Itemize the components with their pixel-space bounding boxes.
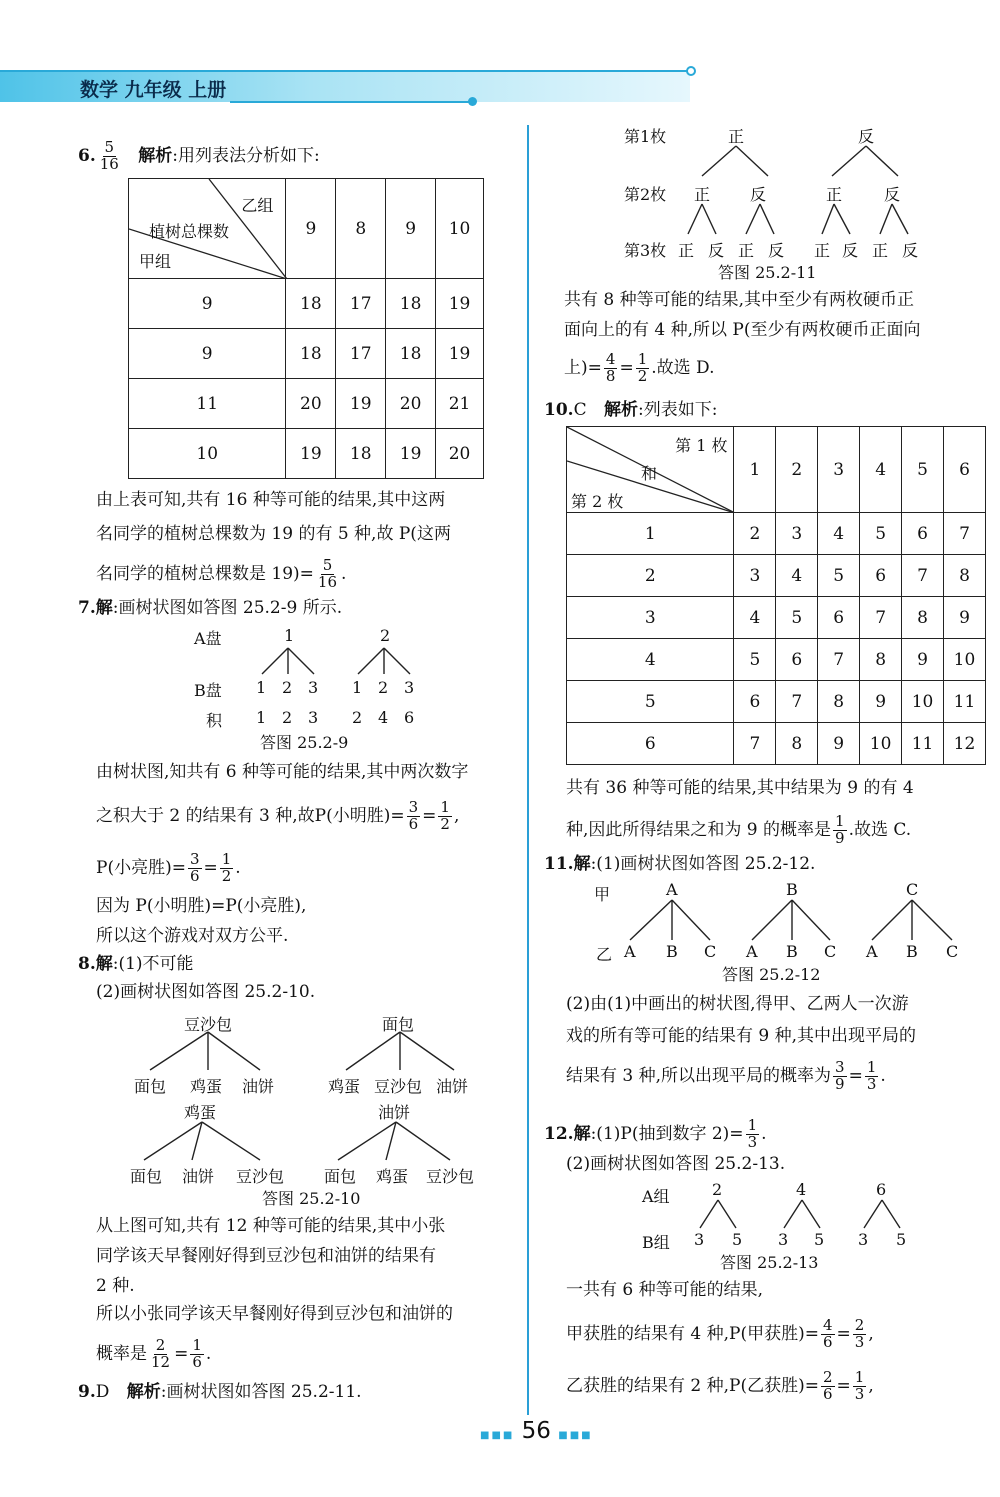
header-underline [230, 101, 470, 103]
tree-node: A [746, 942, 758, 961]
tree-node: 1 [352, 678, 363, 697]
tree-node: 1 [284, 626, 295, 645]
table-col-header: 4 [860, 427, 902, 513]
q9-heading: 9.D 解析:画树状图如答图 25.2-11. [78, 1382, 362, 1402]
table-col-header: 8 [336, 179, 386, 279]
tree-node: 反 [858, 127, 875, 146]
tree-node: 5 [732, 1230, 743, 1249]
q12-para-1: 一共有 6 种等可能的结果, [566, 1280, 764, 1300]
q8-para-3: 2 种. [96, 1276, 135, 1296]
q10-table [566, 426, 986, 765]
q7-tree-diagram [170, 622, 470, 752]
q7-para-1: 由树状图,知共有 6 种等可能的结果,其中两次数字 [96, 762, 469, 782]
tree-node: C [824, 942, 837, 961]
tree-node: 面包 [382, 1015, 415, 1034]
tree-node: 4 [796, 1180, 807, 1199]
tree-node: 2 [378, 678, 389, 697]
tree-node: B [786, 942, 798, 961]
tree-level-label: 第2枚 [624, 185, 667, 204]
tree-node: 3 [858, 1230, 869, 1249]
q7-heading: 7.解:画树状图如答图 25.2-9 所示. [78, 598, 343, 618]
tree-node: 面包 [324, 1167, 357, 1186]
tree-node: 油饼 [436, 1077, 469, 1096]
table-col-header: 3 [818, 427, 860, 513]
tree-level-label: 甲 [594, 885, 611, 904]
figure-caption: 答图 25.2-13 [720, 1253, 819, 1272]
column-divider [527, 125, 529, 1415]
table-row: 2 3 4 5 6 7 8 [567, 555, 986, 597]
q7-para-4: 因为 P(小明胜)=P(小亮胜), [96, 896, 307, 916]
q12-heading: 12.解:(1)P(抽到数字 2)= $\frac{1}{3}$ . [544, 1116, 767, 1151]
q6-para-2: 名同学的植树总棵数为 19 的有 5 种,故 P(这两 [96, 524, 451, 544]
q10-para-1: 共有 36 种等可能的结果,其中结果为 9 的有 4 [566, 778, 914, 798]
tree-node: 2 [282, 678, 293, 697]
tree-node: C [704, 942, 717, 961]
page-number-ornament: ■■■ [480, 1430, 515, 1441]
tree-level-label: A组 [642, 1187, 670, 1206]
table-corner-cell: 第 1 枚 和 第 2 枚 [567, 427, 734, 513]
table-col-header: 9 [286, 179, 336, 279]
page-number-ornament: ■■■ [558, 1430, 593, 1441]
q7-para-3: P(小亮胜)= $\frac{3}{6}$ = $\frac{1}{2}$ . [96, 850, 241, 885]
q10-heading: 10.C 解析:列表如下: [544, 400, 718, 420]
tree-node: 1 [256, 678, 267, 697]
tree-node: C [946, 942, 959, 961]
tree-node: 油饼 [378, 1103, 411, 1122]
q7-para-2: 之积大于 2 的结果有 3 种,故P(小明胜)= $\frac{3}{6}$ = $\frac{1}{2}$ , [96, 798, 460, 833]
figure-caption: 答图 25.2-10 [262, 1189, 361, 1208]
tree-node: 3 [778, 1230, 789, 1249]
q12-tree-diagram [640, 1178, 940, 1272]
table-col-header: 5 [902, 427, 944, 513]
table-row: 5 6 7 8 9 10 11 [567, 681, 986, 723]
tree-level-label: B盘 [194, 681, 222, 700]
tree-node: 2 [352, 708, 363, 727]
tree-node: 鸡蛋 [184, 1103, 217, 1122]
table-row: 4 5 6 7 8 9 10 [567, 639, 986, 681]
tree-node: 反 [842, 241, 859, 260]
q8-para-2: 同学该天早餐刚好得到豆沙包和油饼的结果有 [96, 1246, 436, 1266]
tree-node: 3 [694, 1230, 705, 1249]
tree-node: C [906, 880, 919, 899]
tree-node: 正 [694, 185, 711, 204]
q6-table [128, 178, 484, 479]
tree-node: B [906, 942, 918, 961]
table-row: 11 20 19 20 21 [129, 379, 484, 429]
tree-node: 6 [404, 708, 415, 727]
q9-para-2: 面向上的有 4 种,所以 P(至少有两枚硬币正面向 [564, 320, 921, 340]
tree-level-label: 第3枚 [624, 241, 667, 260]
q11-para-2: 戏的所有等可能的结果有 9 种,其中出现平局的 [566, 1026, 917, 1046]
tree-node: 3 [308, 708, 319, 727]
tree-node: 3 [308, 678, 319, 697]
q8-tree-diagram [120, 1008, 500, 1208]
tree-node: A [666, 880, 678, 899]
table-row: 9 18 17 18 19 [129, 279, 484, 329]
tree-node: B [786, 880, 798, 899]
tree-node: 正 [814, 241, 831, 260]
tree-level-label: 第1枚 [624, 127, 667, 146]
q8-heading: 8.解:(1)不可能 [78, 954, 194, 974]
tree-node: 面包 [134, 1077, 167, 1096]
tree-node: 正 [738, 241, 755, 260]
q11-para-3: 结果有 3 种,所以出现平局的概率为 $\frac{3}{9}$ = $\frac{1}{3}$ . [566, 1058, 886, 1093]
q6-para-3: 名同学的植树总棵数是 19)= $\frac{5}{16}$ . [96, 556, 347, 591]
tree-node: 面包 [130, 1167, 163, 1186]
tree-node: 4 [378, 708, 389, 727]
tree-node: 豆沙包 [426, 1167, 475, 1186]
q9-para-3: 上)= $\frac{4}{8}$ = $\frac{1}{2}$ .故选 D. [564, 350, 715, 385]
tree-node: 正 [678, 241, 695, 260]
tree-node: 鸡蛋 [190, 1077, 223, 1096]
q7-para-5: 所以这个游戏对双方公平. [96, 926, 289, 946]
q11-tree-diagram [590, 880, 970, 984]
figure-caption: 答图 25.2-11 [718, 263, 817, 282]
q8-para-5: 概率是 $\frac{2}{12}$ = $\frac{1}{6}$ . [96, 1336, 212, 1371]
tree-node: 反 [768, 241, 785, 260]
tree-node: 鸡蛋 [328, 1077, 361, 1096]
table-col-header: 2 [776, 427, 818, 513]
tree-level-label: A盘 [194, 629, 222, 648]
tree-node: 2 [282, 708, 293, 727]
q6-para-1: 由上表可知,共有 16 种等可能的结果,其中这两 [96, 490, 446, 510]
tree-node: A [866, 942, 878, 961]
q8-para-1: 从上图可知,共有 12 种等可能的结果,其中小张 [96, 1216, 446, 1236]
table-col-header: 6 [944, 427, 986, 513]
tree-node: 正 [826, 185, 843, 204]
table-row: 6 7 8 9 10 11 12 [567, 723, 986, 765]
table-col-header: 10 [436, 179, 484, 279]
q12-para-3: 乙获胜的结果有 2 种,P(乙获胜)= $\frac{2}{6}$ = $\frac{1}{3}$ , [566, 1368, 874, 1403]
header-ornament-dot [686, 66, 696, 76]
q12-sub-2: (2)画树状图如答图 25.2-13. [566, 1154, 786, 1174]
q6-heading: 6. $\frac{5}{16}$ 解析:用列表法分析如下: [78, 138, 320, 173]
tree-node: A [624, 942, 636, 961]
tree-level-label: 积 [206, 711, 223, 730]
table-row: 3 4 5 6 7 8 9 [567, 597, 986, 639]
tree-node: B [666, 942, 678, 961]
page-header-title: 数学 九年级 上册 [80, 79, 227, 101]
tree-node: 5 [896, 1230, 907, 1249]
q8-para-4: 所以小张同学该天早餐刚好得到豆沙包和油饼的 [96, 1304, 453, 1324]
tree-node: 2 [380, 626, 391, 645]
q12-para-2: 甲获胜的结果有 4 种,P(甲获胜)= $\frac{4}{6}$ = $\frac{2}{3}$ , [566, 1316, 874, 1351]
tree-node: 正 [872, 241, 889, 260]
table-col-header: 1 [734, 427, 776, 513]
tree-node: 正 [728, 127, 745, 146]
tree-level-label: 乙 [596, 945, 613, 964]
tree-node: 油饼 [242, 1077, 275, 1096]
page-number: ■■■ 56 ■■■ [480, 1418, 593, 1444]
q8-sub-2: (2)画树状图如答图 25.2-10. [96, 982, 316, 1002]
tree-node: 反 [902, 241, 919, 260]
tree-node: 鸡蛋 [376, 1167, 409, 1186]
q11-heading: 11.解:(1)画树状图如答图 25.2-12. [544, 854, 816, 874]
q9-para-1: 共有 8 种等可能的结果,其中至少有两枚硬币正 [564, 290, 915, 310]
tree-node: 油饼 [182, 1167, 215, 1186]
q11-para-1: (2)由(1)中画出的树状图,得甲、乙两人一次游 [566, 994, 909, 1014]
table-row: 1 2 3 4 5 6 7 [567, 513, 986, 555]
tree-node: 反 [750, 185, 767, 204]
table-row: 10 19 18 19 20 [129, 429, 484, 479]
figure-caption: 答图 25.2-9 [260, 733, 349, 752]
tree-node: 6 [876, 1180, 887, 1199]
tree-node: 豆沙包 [236, 1167, 285, 1186]
header-underline-dot [468, 97, 477, 106]
tree-node: 1 [256, 708, 267, 727]
tree-node: 5 [814, 1230, 825, 1249]
tree-level-label: B组 [642, 1233, 670, 1252]
table-corner-cell: 乙组 植树总棵数 甲组 [129, 179, 286, 279]
q10-para-2: 种,因此所得结果之和为 9 的概率是 $\frac{1}{9}$ .故选 C. [566, 812, 912, 847]
figure-caption: 答图 25.2-12 [722, 965, 821, 984]
tree-node: 豆沙包 [184, 1015, 233, 1034]
table-col-header: 9 [386, 179, 436, 279]
tree-node: 反 [708, 241, 725, 260]
tree-node: 3 [404, 678, 415, 697]
tree-node: 反 [884, 185, 901, 204]
q9-tree-diagram [610, 122, 940, 282]
tree-node: 2 [712, 1180, 723, 1199]
table-row: 9 18 17 18 19 [129, 329, 484, 379]
tree-node: 豆沙包 [374, 1077, 423, 1096]
